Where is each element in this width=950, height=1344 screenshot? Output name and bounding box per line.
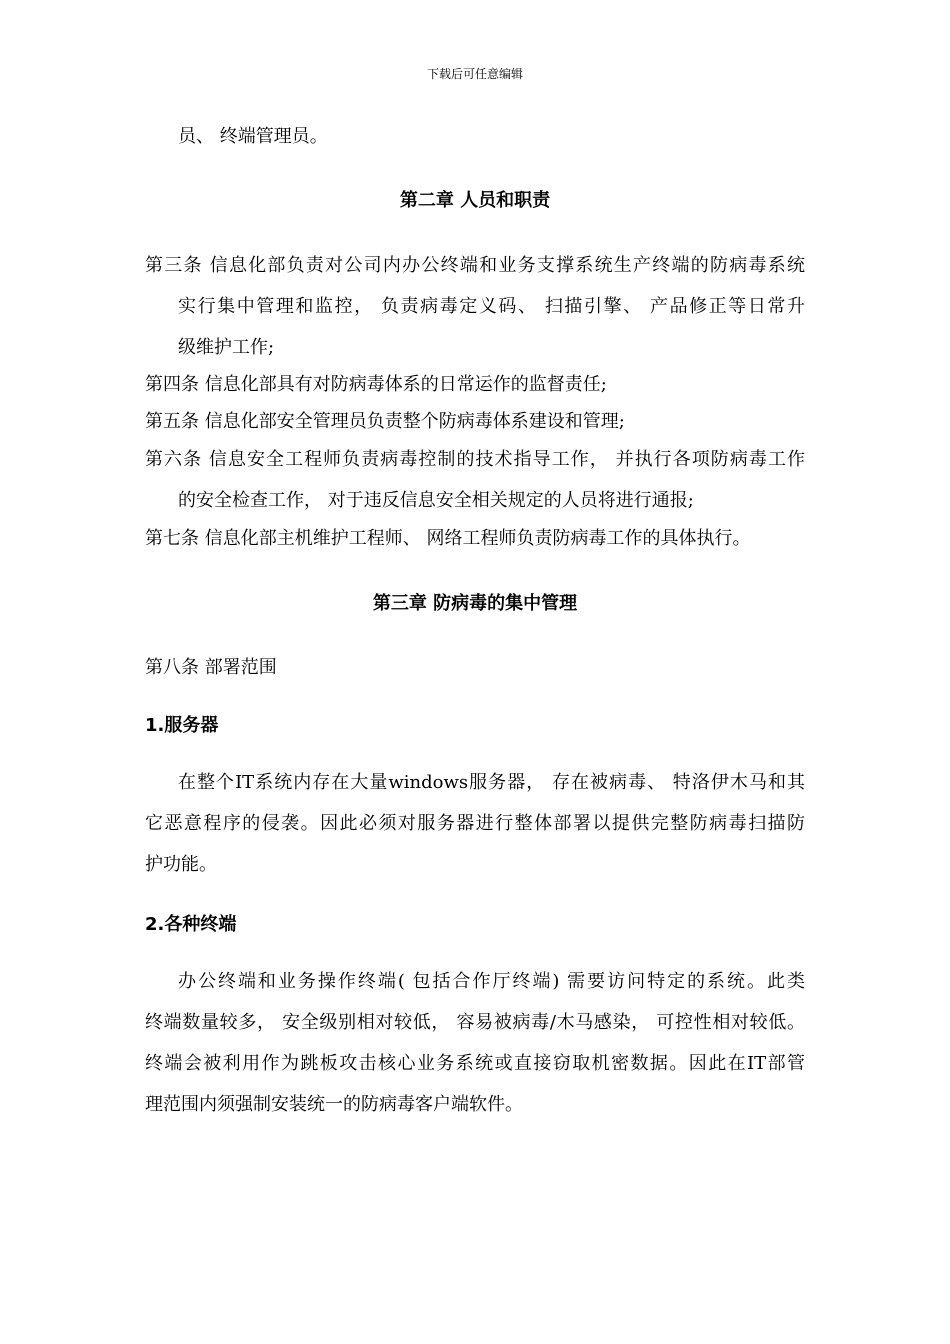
page-header: 下载后可任意编辑: [426, 67, 523, 81]
terminals-paragraph-line-4: 理范围内须强制安装统一的防病毒客户端软件。: [145, 1094, 523, 1115]
article-4: 第四条 信息化部具有对防病毒体系的日常运作的监督责任;: [145, 374, 607, 395]
chapter-3-heading: 第三章 防病毒的集中管理: [372, 593, 578, 614]
article-8: 第八条 部署范围: [145, 657, 277, 678]
servers-paragraph-line-1: 在整个IT系统内存在大量windows服务器， 存在被病毒、 特洛伊木马和其: [178, 772, 805, 793]
chapter-2-heading: 第二章 人员和职责: [399, 190, 551, 211]
terminals-paragraph-line-3: 终端会被利用作为跳板攻击核心业务系统或直接窃取机密数据。因此在IT部管: [145, 1053, 805, 1074]
servers-paragraph-line-2: 它恶意程序的侵袭。因此必须对服务器进行整体部署以提供完整防病毒扫描防: [145, 813, 805, 834]
terminals-paragraph-line-1: 办公终端和业务操作终端( 包括合作厅终端) 需要访问特定的系统。此类: [178, 971, 805, 992]
section-terminals-heading: 2.各种终端: [145, 914, 237, 935]
article-6-line-2: 的安全检查工作， 对于违反信息安全相关规定的人员将进行通报;: [178, 490, 694, 511]
article-3-line-1: 第三条 信息化部负责对公司内办公终端和业务支撑系统生产终端的防病毒系统: [145, 255, 805, 276]
article-7: 第七条 信息化部主机维护工程师、 网络工程师负责防病毒工作的具体执行。: [145, 528, 751, 549]
servers-paragraph-line-3: 护功能。: [145, 854, 217, 875]
article-3-line-2: 实行集中管理和监控， 负责病毒定义码、 扫描引擎、 产品修正等日常升: [178, 296, 805, 317]
article-5: 第五条 信息化部安全管理员负责整个防病毒体系建设和管理;: [145, 411, 625, 432]
continuation-line: 员、 终端管理员。: [178, 126, 328, 147]
article-6-line-1: 第六条 信息安全工程师负责病毒控制的技术指导工作， 并执行各项防病毒工作: [145, 449, 805, 470]
terminals-paragraph-line-2: 终端数量较多， 安全级别相对较低， 容易被病毒/木马感染， 可控性相对较低。: [145, 1012, 805, 1033]
article-3-line-3: 级维护工作;: [178, 337, 275, 358]
section-servers-heading: 1.服务器: [145, 715, 219, 736]
